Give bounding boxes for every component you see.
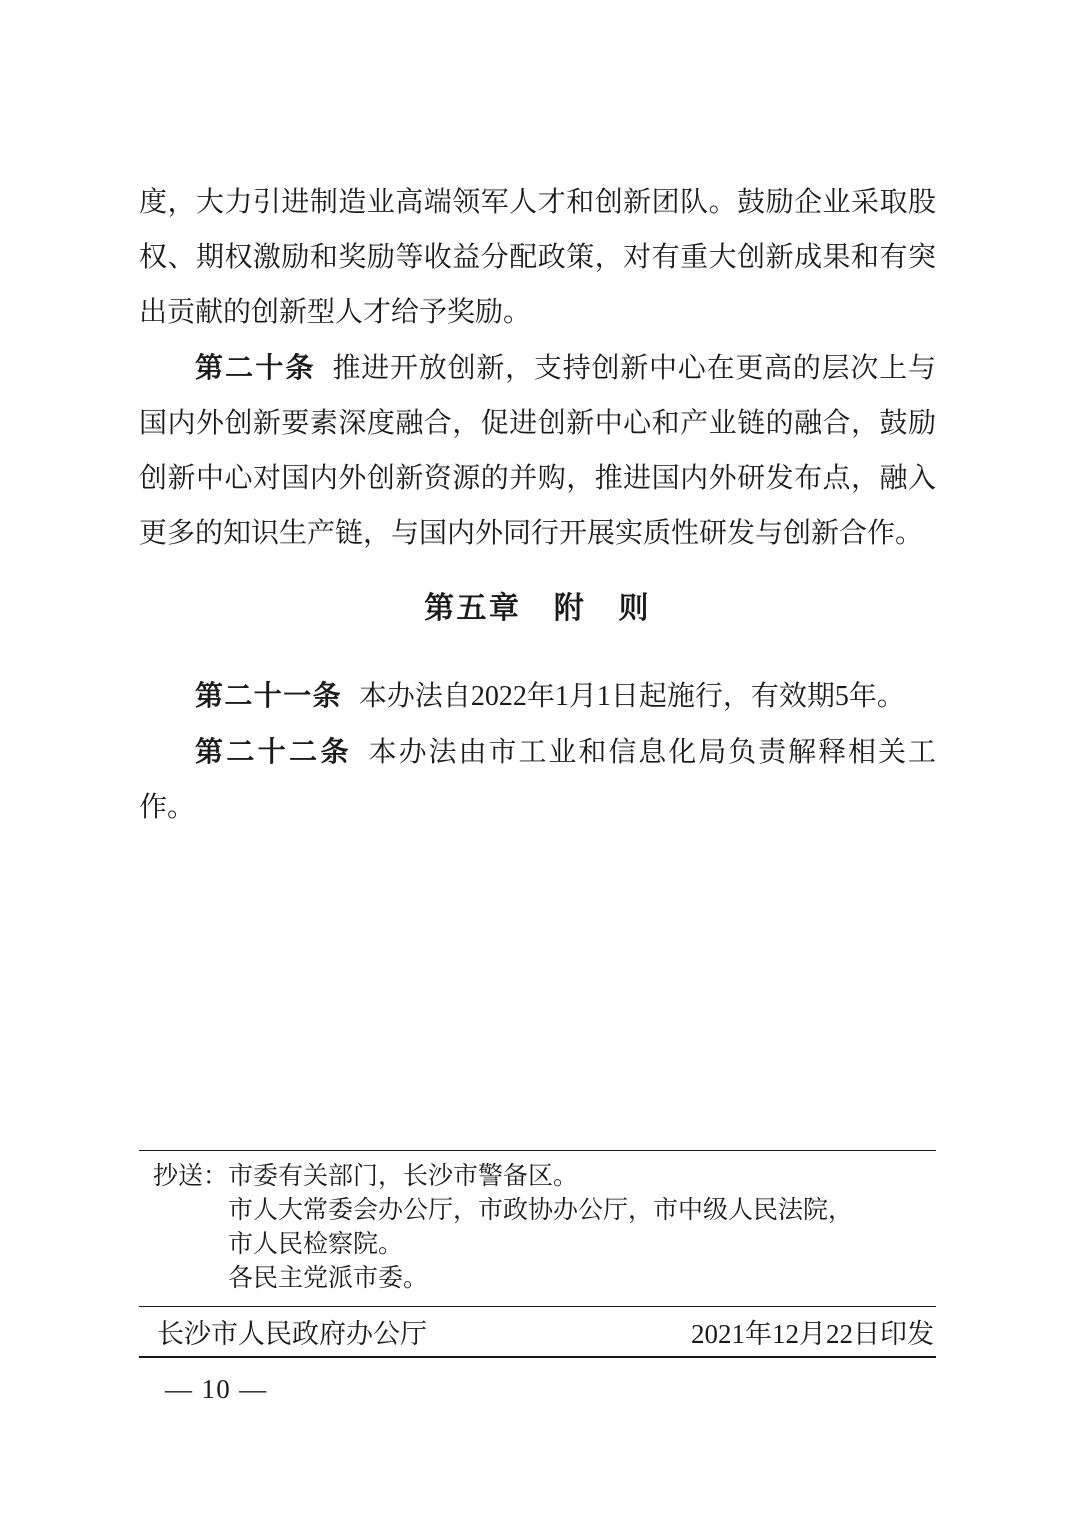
article-20-label: 第二十条 — [195, 352, 316, 383]
paragraph-article-21 — [139, 668, 936, 724]
paragraph-article-22 — [139, 724, 936, 835]
paragraph-continuation: 度，大力引进制造业高端领军人才和创新团队。鼓励企业采取股权、期权激励和奖励等收益分配政策，对有重大创新成果和有突出贡献的创新型人才给予奖励。 — [139, 187, 936, 328]
document-footer — [139, 1150, 936, 1405]
page-number: — 10 — — [165, 1374, 268, 1404]
article-22-label: 第二十二条 — [195, 736, 352, 767]
paragraph-article-20 — [139, 340, 936, 561]
cc-lines — [228, 1160, 936, 1296]
article-20-text: 推进开放创新，支持创新中心在更高的层次上与国内外创新要素深度融合，促进创新中心和产业链的融合，鼓励创新中心对国内外创新资源的并购，推进国内外研发布点，融入更多的知识生产链，与国内外同行开展实质性研发与创新合作。 — [139, 353, 936, 549]
article-22-text: 本办法由市工业和信息化局负责解释相关工作。 — [139, 737, 936, 823]
article-21-text: 本办法自2022年1月1日起施行，有效期5年。 — [358, 681, 905, 712]
issuer-name: 长沙市人民政府办公厅 — [157, 1319, 427, 1349]
cc-line: 市委有关部门，长沙市警备区。 — [228, 1163, 579, 1190]
issuer-row — [139, 1307, 936, 1358]
cc-section — [139, 1150, 936, 1307]
cc-line: 市人大常委会办公厅，市政协办公厅，市中级人民法院， — [228, 1197, 854, 1224]
print-date: 2021年12月22日印发 — [691, 1319, 934, 1349]
document-body — [139, 175, 936, 835]
cc-line: 市人民检察院。 — [228, 1231, 404, 1258]
cc-line: 各民主党派市委。 — [228, 1265, 429, 1292]
cc-label: 抄送： — [153, 1163, 229, 1190]
article-21-label: 第二十一条 — [195, 680, 343, 711]
chapter-heading: 第五章 附 则 — [424, 592, 651, 625]
